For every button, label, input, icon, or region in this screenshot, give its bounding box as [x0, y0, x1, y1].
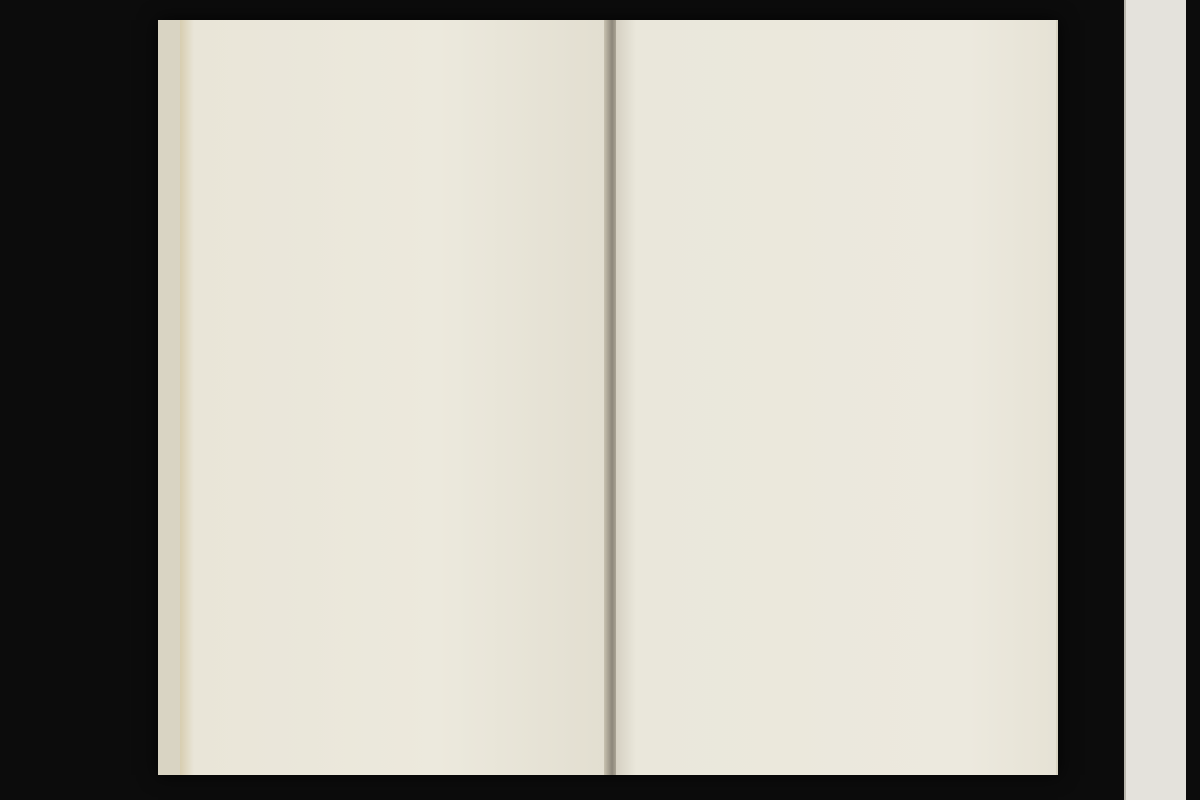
measuring-ruler	[1124, 0, 1186, 800]
right-page	[616, 20, 1056, 775]
open-book	[158, 20, 1058, 775]
left-page	[180, 20, 610, 775]
